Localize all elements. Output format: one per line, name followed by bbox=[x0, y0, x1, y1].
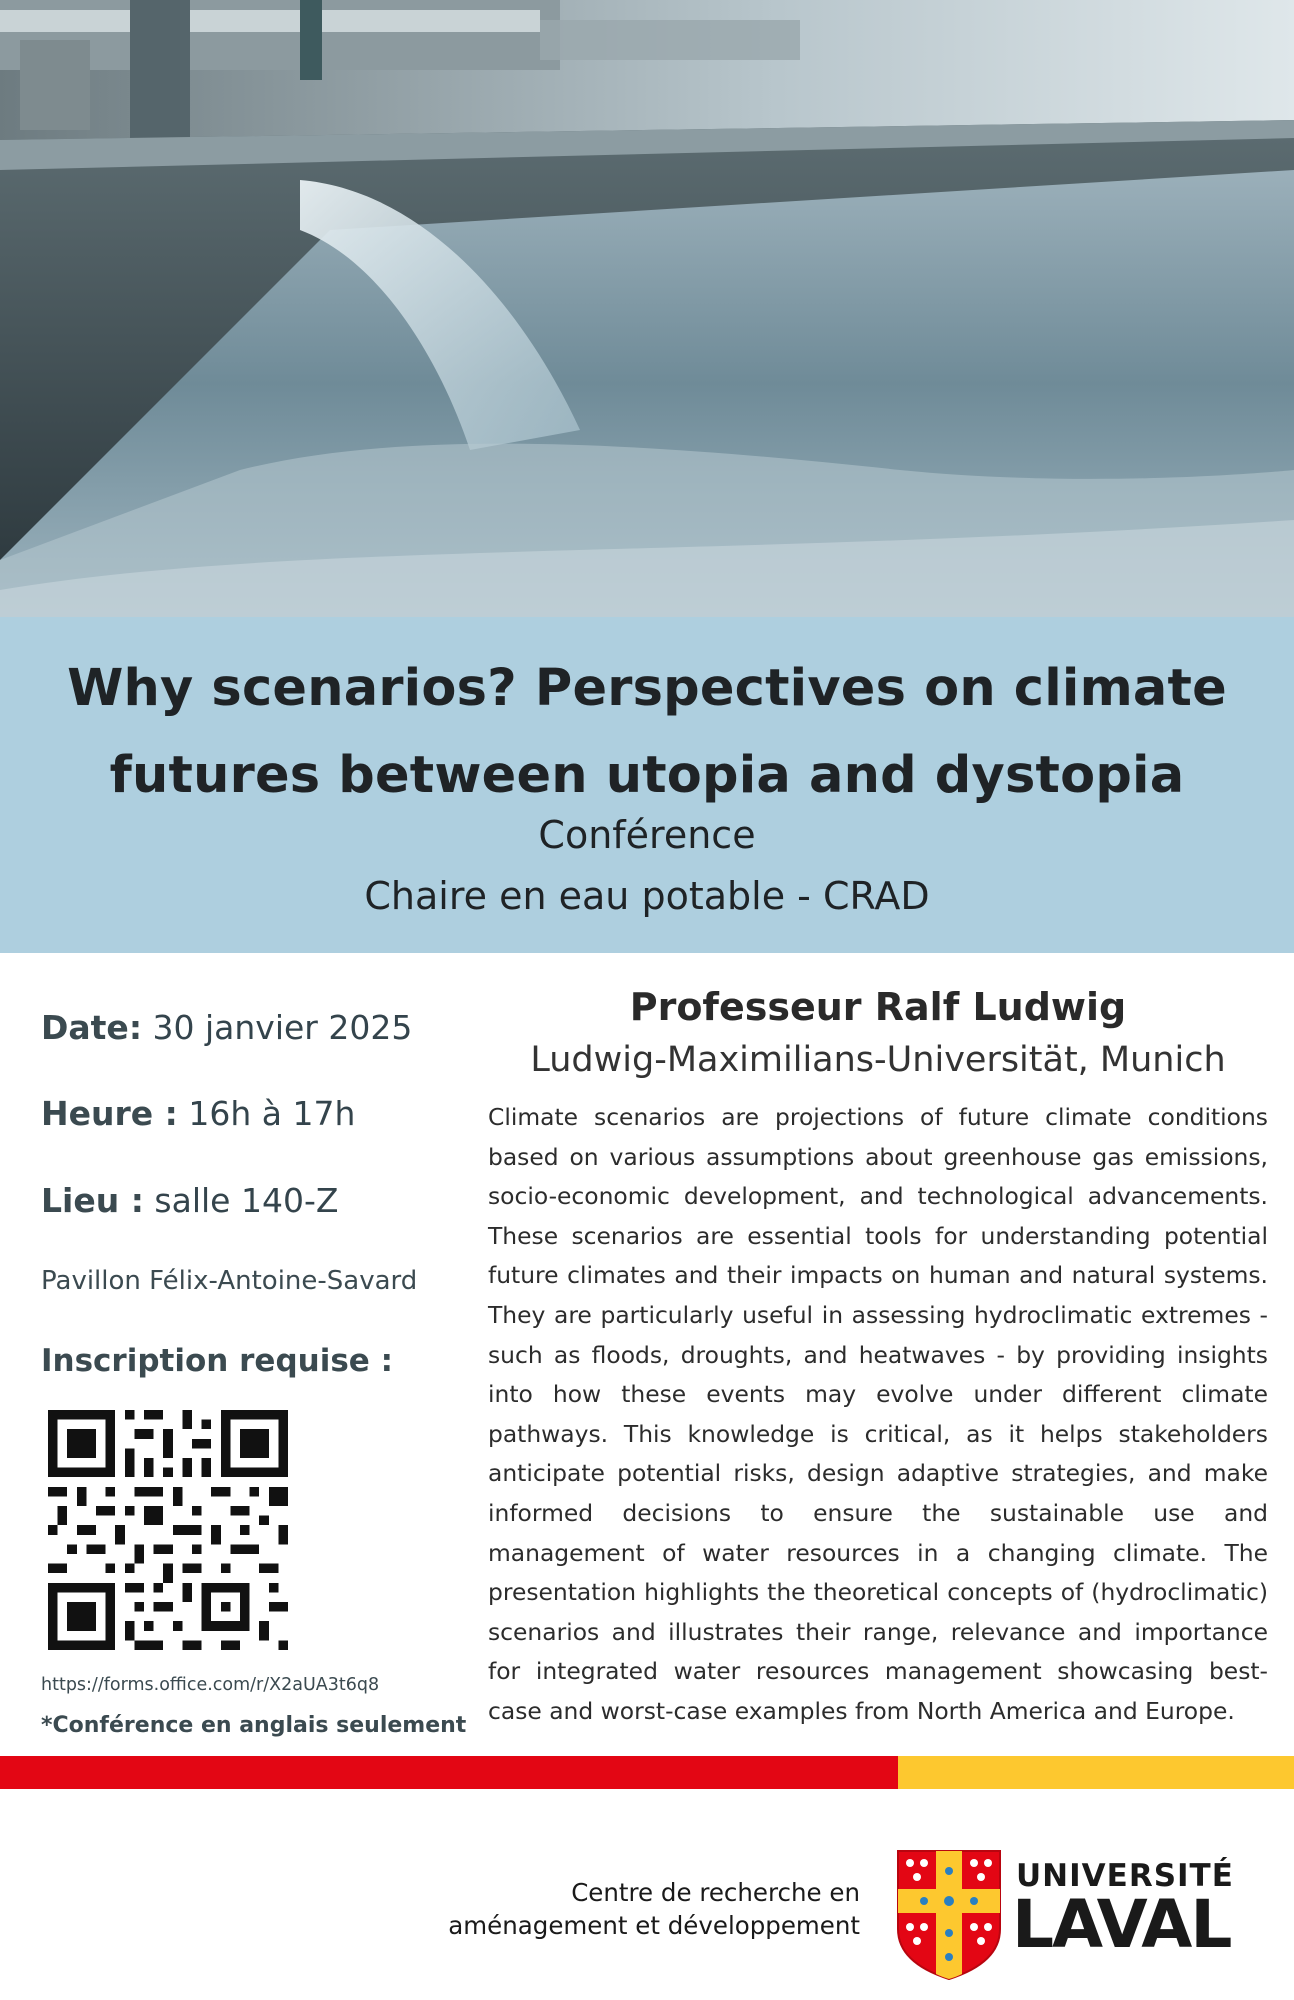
page-title: Why scenarios? Perspectives on climate futures between utopia and dystopia bbox=[67, 659, 1227, 805]
speaker-affiliation: Ludwig-Maximilians-Universität, Munich bbox=[530, 1040, 1226, 1080]
registration-url[interactable]: https://forms.office.com/r/X2aUA3t6q8 bbox=[41, 1675, 380, 1695]
universite-laval-crest-icon bbox=[896, 1849, 1002, 1981]
title-band bbox=[0, 617, 1294, 953]
university-name-bottom: LAVAL bbox=[1012, 1886, 1231, 1963]
language-note: *Conférence en anglais seulement bbox=[41, 1713, 467, 1738]
place-value: salle 140-Z bbox=[154, 1181, 339, 1220]
date-line bbox=[41, 1008, 412, 1047]
hero-photo bbox=[0, 0, 1294, 617]
time-line bbox=[41, 1094, 355, 1133]
university-name-top: UNIVERSITÉ bbox=[1016, 1858, 1234, 1894]
time-label: Heure : bbox=[41, 1094, 178, 1133]
event-type: Conférence bbox=[538, 813, 756, 857]
time-value: 16h à 17h bbox=[188, 1094, 356, 1133]
building-name: Pavillon Félix-Antoine-Savard bbox=[41, 1266, 418, 1296]
divider-red bbox=[0, 1756, 898, 1789]
place-line bbox=[41, 1181, 338, 1220]
divider-yellow bbox=[898, 1756, 1294, 1789]
place-label: Lieu : bbox=[41, 1181, 144, 1220]
qr-code-icon[interactable] bbox=[48, 1410, 288, 1650]
date-value: 30 janvier 2025 bbox=[152, 1008, 413, 1047]
crad-name bbox=[440, 1876, 860, 1942]
event-organizer: Chaire en eau potable - CRAD bbox=[364, 874, 930, 918]
crad-line-1: Centre de recherche en bbox=[571, 1878, 860, 1907]
registration-label: Inscription requise : bbox=[41, 1343, 394, 1379]
speaker-name: Professeur Ralf Ludwig bbox=[629, 985, 1127, 1029]
date-label: Date: bbox=[41, 1008, 143, 1047]
water-outflow-illustration bbox=[0, 0, 1294, 617]
crad-line-2: aménagement et développement bbox=[448, 1911, 860, 1940]
abstract-text: Climate scenarios are projections of future climate conditions based on various assumptions about greenhouse gas emissions, socio-economic development, and technological advancements. These scenarios are essential tools for understanding potential future climates and their impacts on human and natural systems. They are particularly useful in assessing hydroclimatic extremes - such as floods, droughts, and heatwaves - by providing insights into how these events may evolve under different climate pathways. This knowledge is critical, as it helps stakeholders anticipate potential risks, design adaptive strategies, and make informed decisions to ensure the sustainable use and management of water resources in a changing climate. The presentation highlights the theoretical concepts of (hydroclimatic) scenarios and illustrates their range, relevance and importance for integrated water resources management showcasing best-case and worst-case examples from North America and Europe. bbox=[488, 1103, 1268, 1725]
